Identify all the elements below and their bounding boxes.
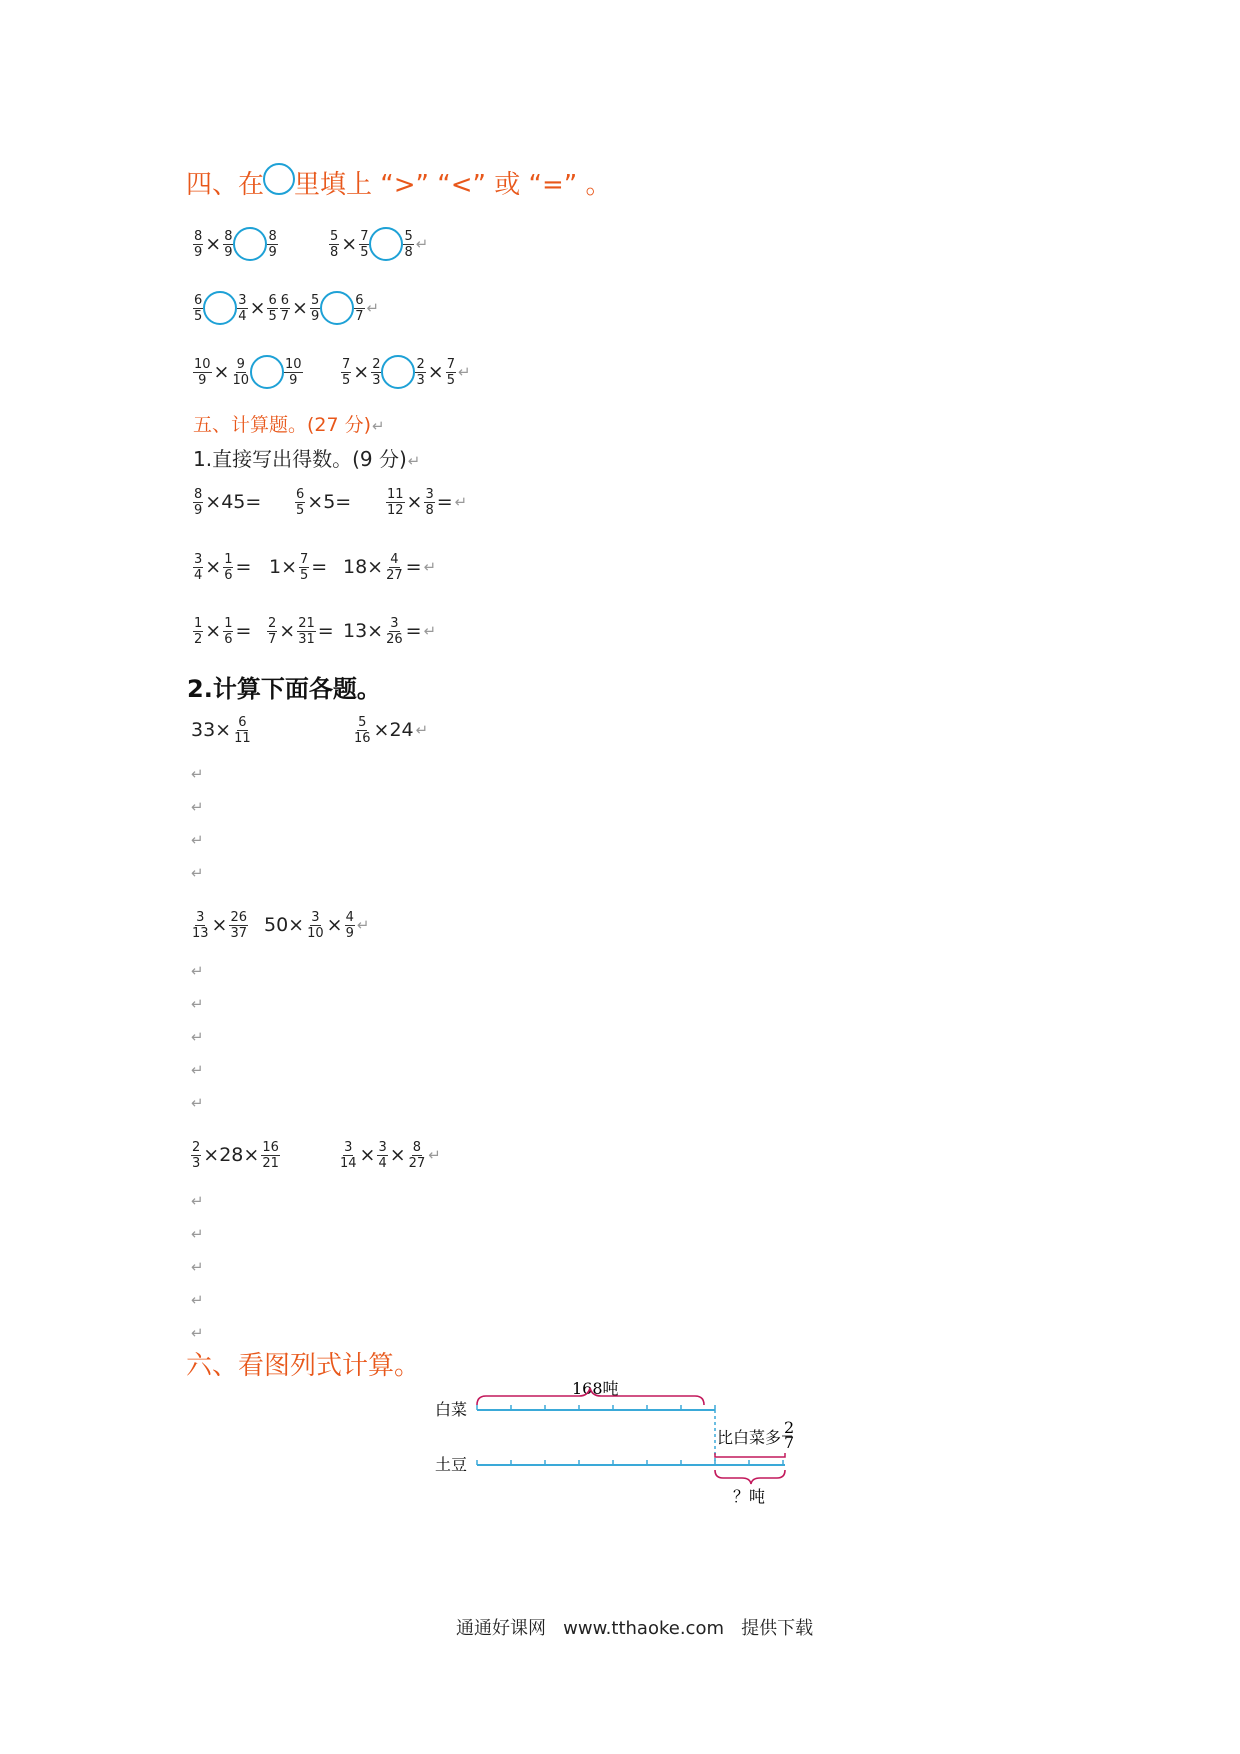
numerator: 6 [355, 292, 364, 308]
denominator: 2 [194, 631, 203, 647]
direct-expr [385, 480, 467, 524]
denominator: 12 [387, 502, 404, 518]
denominator: 4 [194, 567, 203, 583]
answer-circle[interactable] [381, 355, 415, 389]
direct-expr [192, 545, 252, 589]
section4-title: 四、在 里填上 “>” “<” 或 “=” 。 [186, 163, 612, 201]
operator: ×45= [205, 491, 262, 513]
footer-provide: 提供下载 [741, 1618, 814, 1639]
fraction [233, 715, 252, 746]
operator: × [205, 556, 222, 578]
denominator: 9 [345, 925, 354, 941]
operator: = [405, 620, 422, 642]
operator: × [249, 297, 266, 319]
return-mark: ↵ [423, 622, 437, 640]
fraction [280, 293, 290, 324]
denominator: 5 [296, 502, 305, 518]
denominator: 10 [232, 372, 250, 388]
bottom-brace [715, 1470, 785, 1484]
numerator: 10 [285, 356, 302, 372]
numerator: 3 [196, 909, 205, 925]
denominator: 3 [192, 1155, 201, 1171]
compare-expr-1 [192, 222, 279, 266]
fraction [223, 552, 233, 583]
numerator: 3 [390, 615, 399, 631]
numerator: 8 [194, 486, 203, 502]
footer-url[interactable]: www.tthaoke.com [563, 1618, 724, 1639]
section6-title: 六、看图列式计算。 [186, 1351, 421, 1381]
fraction [191, 1140, 201, 1171]
calc-expr [190, 1133, 281, 1177]
answer-circle[interactable] [369, 227, 403, 261]
fraction [415, 357, 425, 388]
denominator: 9 [268, 244, 277, 260]
compare-expr-2 [328, 222, 428, 266]
denominator: 10 [307, 925, 324, 941]
numerator: 6 [268, 292, 277, 308]
denominator: 9 [194, 244, 203, 260]
calc-expr [263, 903, 369, 947]
operator: × [326, 914, 343, 936]
compare-expr-3 [192, 286, 379, 330]
denominator: 8 [425, 502, 434, 518]
numerator: 6 [280, 292, 290, 308]
return-mark: ↵ [423, 558, 437, 576]
denominator: 7 [268, 631, 277, 647]
operator: × [205, 233, 222, 255]
fraction [403, 229, 413, 260]
operator: 13× [343, 620, 384, 642]
numerator: 7 [300, 551, 309, 567]
operator: 18× [343, 556, 384, 578]
fraction [341, 357, 351, 388]
fraction [386, 487, 405, 518]
calc-expr [190, 708, 253, 752]
answer-circle[interactable] [250, 355, 284, 389]
denominator: 9 [224, 244, 233, 260]
numerator: 1 [224, 551, 233, 567]
calc-expr [338, 1133, 441, 1177]
fraction [359, 229, 369, 260]
blank-lines-2: ↵ ↵ ↵ ↵ ↵ [191, 962, 204, 1112]
numerator: 26 [230, 909, 248, 925]
numerator: 1 [194, 615, 203, 631]
fraction [329, 229, 339, 260]
fraction [193, 229, 203, 260]
fraction [306, 910, 325, 941]
more-frac-den: 7 [784, 1433, 795, 1452]
denominator: 9 [194, 502, 203, 518]
numerator: 5 [358, 714, 367, 730]
denominator: 26 [386, 631, 403, 647]
more-frac-num: 2 [784, 1418, 795, 1437]
denominator: 7 [355, 308, 364, 324]
denominator: 16 [354, 730, 371, 746]
compare-expr-5 [340, 350, 471, 394]
numerator: 5 [330, 228, 339, 244]
numerator: 6 [238, 714, 247, 730]
circle-icon [263, 163, 295, 195]
denominator: 4 [238, 308, 247, 324]
denominator: 6 [224, 567, 233, 583]
numerator: 7 [446, 356, 455, 372]
operator: × [279, 620, 296, 642]
fraction [297, 616, 316, 647]
fraction [446, 357, 456, 388]
fraction [385, 616, 404, 647]
section5-sub2: 2.计算下面各题。 [187, 675, 381, 703]
blank-lines-3: ↵ ↵ ↵ ↵ ↵ [191, 1192, 204, 1342]
numerator: 3 [311, 909, 320, 925]
direct-expr [268, 545, 328, 589]
fraction [193, 552, 203, 583]
direct-expr [192, 480, 262, 524]
numerator: 21 [298, 615, 315, 631]
denominator: 31 [298, 631, 315, 647]
operator: 33× [191, 719, 232, 741]
denominator: 3 [416, 372, 425, 388]
calc-expr [352, 708, 428, 752]
numerator: 7 [360, 228, 369, 244]
operator: = [405, 556, 422, 578]
return-mark: ↵ [356, 916, 370, 934]
operator: ×5= [307, 491, 352, 513]
fraction [261, 1140, 280, 1171]
numerator: 16 [262, 1139, 279, 1155]
return-mark: ↵ [457, 363, 471, 381]
numerator: 6 [296, 486, 305, 502]
direct-expr [342, 609, 436, 653]
fraction [408, 1140, 427, 1171]
operator: × [341, 233, 358, 255]
fraction [354, 293, 364, 324]
numerator: 2 [268, 615, 277, 631]
fraction [371, 357, 381, 388]
answer-circle[interactable] [233, 227, 267, 261]
return-mark: ↵ [454, 493, 468, 511]
numerator: 4 [345, 909, 354, 925]
fraction [424, 487, 434, 518]
operator: × [427, 361, 444, 383]
numerator: 3 [344, 1139, 353, 1155]
numerator: 2 [416, 356, 425, 372]
direct-expr [192, 609, 252, 653]
fraction [229, 910, 248, 941]
fraction [231, 357, 250, 388]
denominator: 14 [340, 1155, 357, 1171]
fraction [377, 1140, 387, 1171]
denominator: 27 [408, 1155, 426, 1171]
direct-expr [342, 545, 436, 589]
direct-expr [266, 609, 335, 653]
denominator: 8 [404, 244, 413, 260]
fraction [345, 910, 355, 941]
denominator: 5 [446, 372, 455, 388]
operator: = [317, 620, 334, 642]
numerator: 10 [194, 356, 211, 372]
numerator: 8 [194, 228, 203, 244]
footer-site: 通通好课网 [456, 1618, 546, 1639]
denominator: 9 [310, 308, 320, 324]
operator: × [205, 620, 222, 642]
operator: = [235, 620, 252, 642]
fraction [284, 357, 303, 388]
operator: × [211, 914, 228, 936]
numerator: 2 [192, 1139, 201, 1155]
operator: × [389, 1144, 406, 1166]
operator: = [235, 556, 252, 578]
fraction [339, 1140, 358, 1171]
operator: × [353, 361, 370, 383]
operator: 1× [269, 556, 298, 578]
denominator: 5 [342, 372, 351, 388]
fraction [193, 487, 203, 518]
numerator: 3 [238, 292, 247, 308]
fraction [193, 293, 203, 324]
operator: × [213, 361, 230, 383]
operator: = [436, 491, 453, 513]
operator: × [406, 491, 423, 513]
operator: 50× [264, 914, 305, 936]
section5-title: 五、计算题。(27 分)↵ [193, 414, 385, 436]
fraction [193, 357, 212, 388]
denominator: 7 [280, 308, 290, 324]
fraction [310, 293, 320, 324]
denominator: 5 [300, 567, 309, 583]
numerator: 8 [268, 228, 277, 244]
numerator: 9 [236, 356, 245, 372]
denominator: 37 [230, 925, 248, 941]
section5-sub1: 1.直接写出得数。(9 分)↵ [193, 447, 421, 471]
blank-lines-1: ↵ ↵ ↵ ↵ [191, 765, 204, 882]
fraction [267, 293, 277, 324]
fraction [295, 487, 305, 518]
direct-expr [294, 480, 352, 524]
operator: ×28× [203, 1144, 260, 1166]
calc-expr [190, 903, 249, 947]
denominator: 9 [198, 372, 207, 388]
denominator: 5 [194, 308, 203, 324]
denominator: 9 [289, 372, 298, 388]
numerator: 4 [390, 551, 399, 567]
denominator: 8 [330, 244, 339, 260]
extra-bracket-top [715, 1453, 785, 1457]
denominator: 5 [268, 308, 277, 324]
numerator: 7 [342, 356, 351, 372]
denominator: 13 [192, 925, 209, 941]
operator: × [359, 1144, 376, 1166]
fraction [353, 715, 372, 746]
fraction [385, 552, 404, 583]
numerator: 8 [224, 228, 233, 244]
fraction [191, 910, 210, 941]
numerator: 3 [425, 486, 434, 502]
return-mark: ↵ [366, 299, 380, 317]
denominator: 4 [378, 1155, 387, 1171]
return-mark: ↵ [415, 721, 429, 739]
numerator: 3 [194, 551, 203, 567]
fraction [223, 229, 233, 260]
answer-circle[interactable] [203, 291, 237, 325]
numerator: 8 [412, 1139, 422, 1155]
more-text: 比白菜多 [717, 1428, 782, 1447]
denominator: 5 [360, 244, 369, 260]
return-mark: ↵ [415, 235, 429, 253]
fraction [193, 616, 203, 647]
denominator: 6 [224, 631, 233, 647]
fraction [223, 616, 233, 647]
denominator: 27 [386, 567, 403, 583]
cabbage-label: 白菜 [435, 1400, 468, 1419]
denominator: 11 [234, 730, 251, 746]
denominator: 3 [372, 372, 381, 388]
potato-label: 土豆 [435, 1455, 468, 1474]
operator: = [311, 556, 328, 578]
line-segment-diagram [420, 1370, 820, 1520]
compare-expr-4 [192, 350, 304, 394]
footer [456, 1614, 813, 1640]
numerator: 3 [378, 1139, 387, 1155]
answer-circle[interactable] [320, 291, 354, 325]
numerator: 2 [372, 356, 381, 372]
fraction [267, 229, 277, 260]
fraction [267, 616, 277, 647]
numerator: 5 [404, 228, 413, 244]
numerator: 5 [310, 292, 320, 308]
operator: × [292, 297, 308, 319]
denominator: 21 [262, 1155, 279, 1171]
return-mark: ↵ [428, 1146, 441, 1164]
fraction [299, 552, 309, 583]
total-label: 168吨 [572, 1379, 619, 1398]
operator: ×24 [373, 719, 414, 741]
fraction [237, 293, 247, 324]
numerator: 11 [387, 486, 404, 502]
numerator: 6 [194, 292, 203, 308]
question-label: ？吨 [733, 1487, 766, 1506]
numerator: 1 [224, 615, 233, 631]
